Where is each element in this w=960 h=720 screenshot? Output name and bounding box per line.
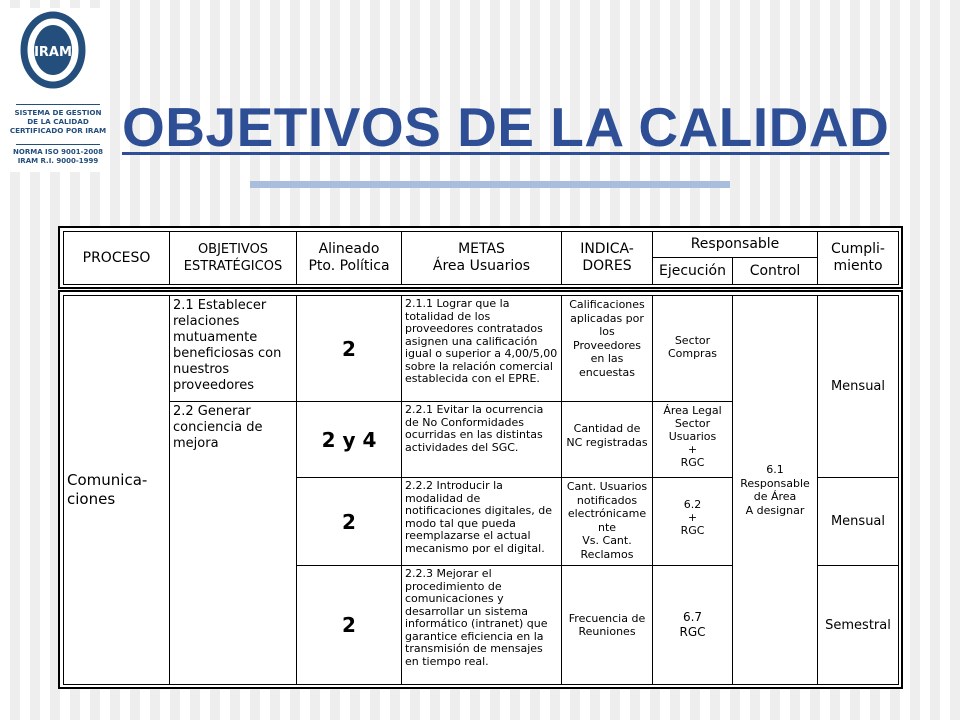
header-table-frame <box>58 226 903 289</box>
logo-line-4: NORMA ISO 9001-2008 <box>13 148 103 156</box>
indicador-cell: Cantidad de NC registradas <box>562 402 653 478</box>
cumplimiento-cell: Mensual <box>818 478 899 566</box>
indicador-cell: Frecuencia de Reuniones <box>562 566 653 685</box>
indicador-cell: Calificaciones aplicadas por los Proveedores en las encuestas <box>562 296 653 402</box>
iram-logo <box>6 8 110 172</box>
logo-divider <box>16 144 100 145</box>
meta-cell: 2.1.1 Lograr que la totalidad de los proveedores contratados asignen una calificación igual o superior a 4,00/5,00 sobre la relación comercial establecida con el EPRE. <box>402 296 562 402</box>
cumplimiento-cell: Mensual <box>818 296 899 478</box>
logo-mark: IRAM <box>34 45 72 60</box>
page-title: OBJETIVOS DE LA CALIDAD <box>122 96 890 158</box>
indicador-cell: Cant. Usuarios notificados electrónicame nte Vs. Cant. Reclamos <box>562 478 653 566</box>
alineado-cell: 2 <box>297 296 402 402</box>
title-accent-bar <box>250 181 730 188</box>
header-cumplimiento: Cumpli- miento <box>818 232 899 285</box>
iram-seal-icon <box>20 10 86 96</box>
logo-line-1: SISTEMA DE GESTION <box>14 108 102 117</box>
header-ejecucion: Ejecución <box>653 258 733 285</box>
header-control: Control <box>733 258 818 285</box>
logo-caption-top <box>6 108 110 135</box>
ejecucion-cell: Área Legal Sector Usuarios + RGC <box>653 402 733 478</box>
meta-cell: 2.2.2 Introducir la modalidad de notificaciones digitales, de modo tal que pueda reemplazarse el actual mecanismo por el digital. <box>402 478 562 566</box>
ejecucion-cell: 6.2 + RGC <box>653 478 733 566</box>
meta-cell: 2.2.1 Evitar la ocurrencia de No Conformidades ocurridas en las distintas actividades del SGC. <box>402 402 562 478</box>
alineado-cell: 2 <box>297 478 402 566</box>
header-table <box>63 231 899 285</box>
logo-divider <box>16 104 100 105</box>
proceso-cell: Comunica- ciones <box>64 296 170 685</box>
cumplimiento-cell: Semestral <box>818 566 899 685</box>
header-proceso: PROCESO <box>64 232 170 285</box>
table-row <box>64 296 899 402</box>
logo-line-2: DE LA CALIDAD <box>27 117 89 126</box>
header-indicadores: INDICA- DORES <box>562 232 653 285</box>
ejecucion-cell: Sector Compras <box>653 296 733 402</box>
meta-cell: 2.2.3 Mejorar el procedimiento de comunicaciones y desarrollar un sistema informático (intranet) que garantice eficiencia en la transmisión de mensajes en tiempo real. <box>402 566 562 685</box>
alineado-cell: 2 y 4 <box>297 402 402 478</box>
header-metas: METAS Área Usuarios <box>402 232 562 285</box>
header-alineado: Alineado Pto. Política <box>297 232 402 285</box>
logo-line-3: CERTIFICADO POR IRAM <box>9 126 107 135</box>
control-cell: 6.1 Responsable de Área A designar <box>733 296 818 685</box>
alineado-cell: 2 <box>297 566 402 685</box>
header-responsable: Responsable <box>653 232 818 258</box>
header-objetivos: OBJETIVOS ESTRATÉGICOS <box>170 232 297 285</box>
ejecucion-cell: 6.7 RGC <box>653 566 733 685</box>
logo-caption-bottom <box>6 148 110 166</box>
logo-line-5: IRAM R.I. 9000-1999 <box>17 157 99 165</box>
objetivo-cell: 2.2 Generar conciencia de mejora <box>170 402 297 685</box>
objetivo-cell: 2.1 Establecer relaciones mutuamente beneficiosas con nuestros proveedores <box>170 296 297 402</box>
body-table-frame <box>58 290 903 689</box>
objectives-table <box>63 295 899 685</box>
